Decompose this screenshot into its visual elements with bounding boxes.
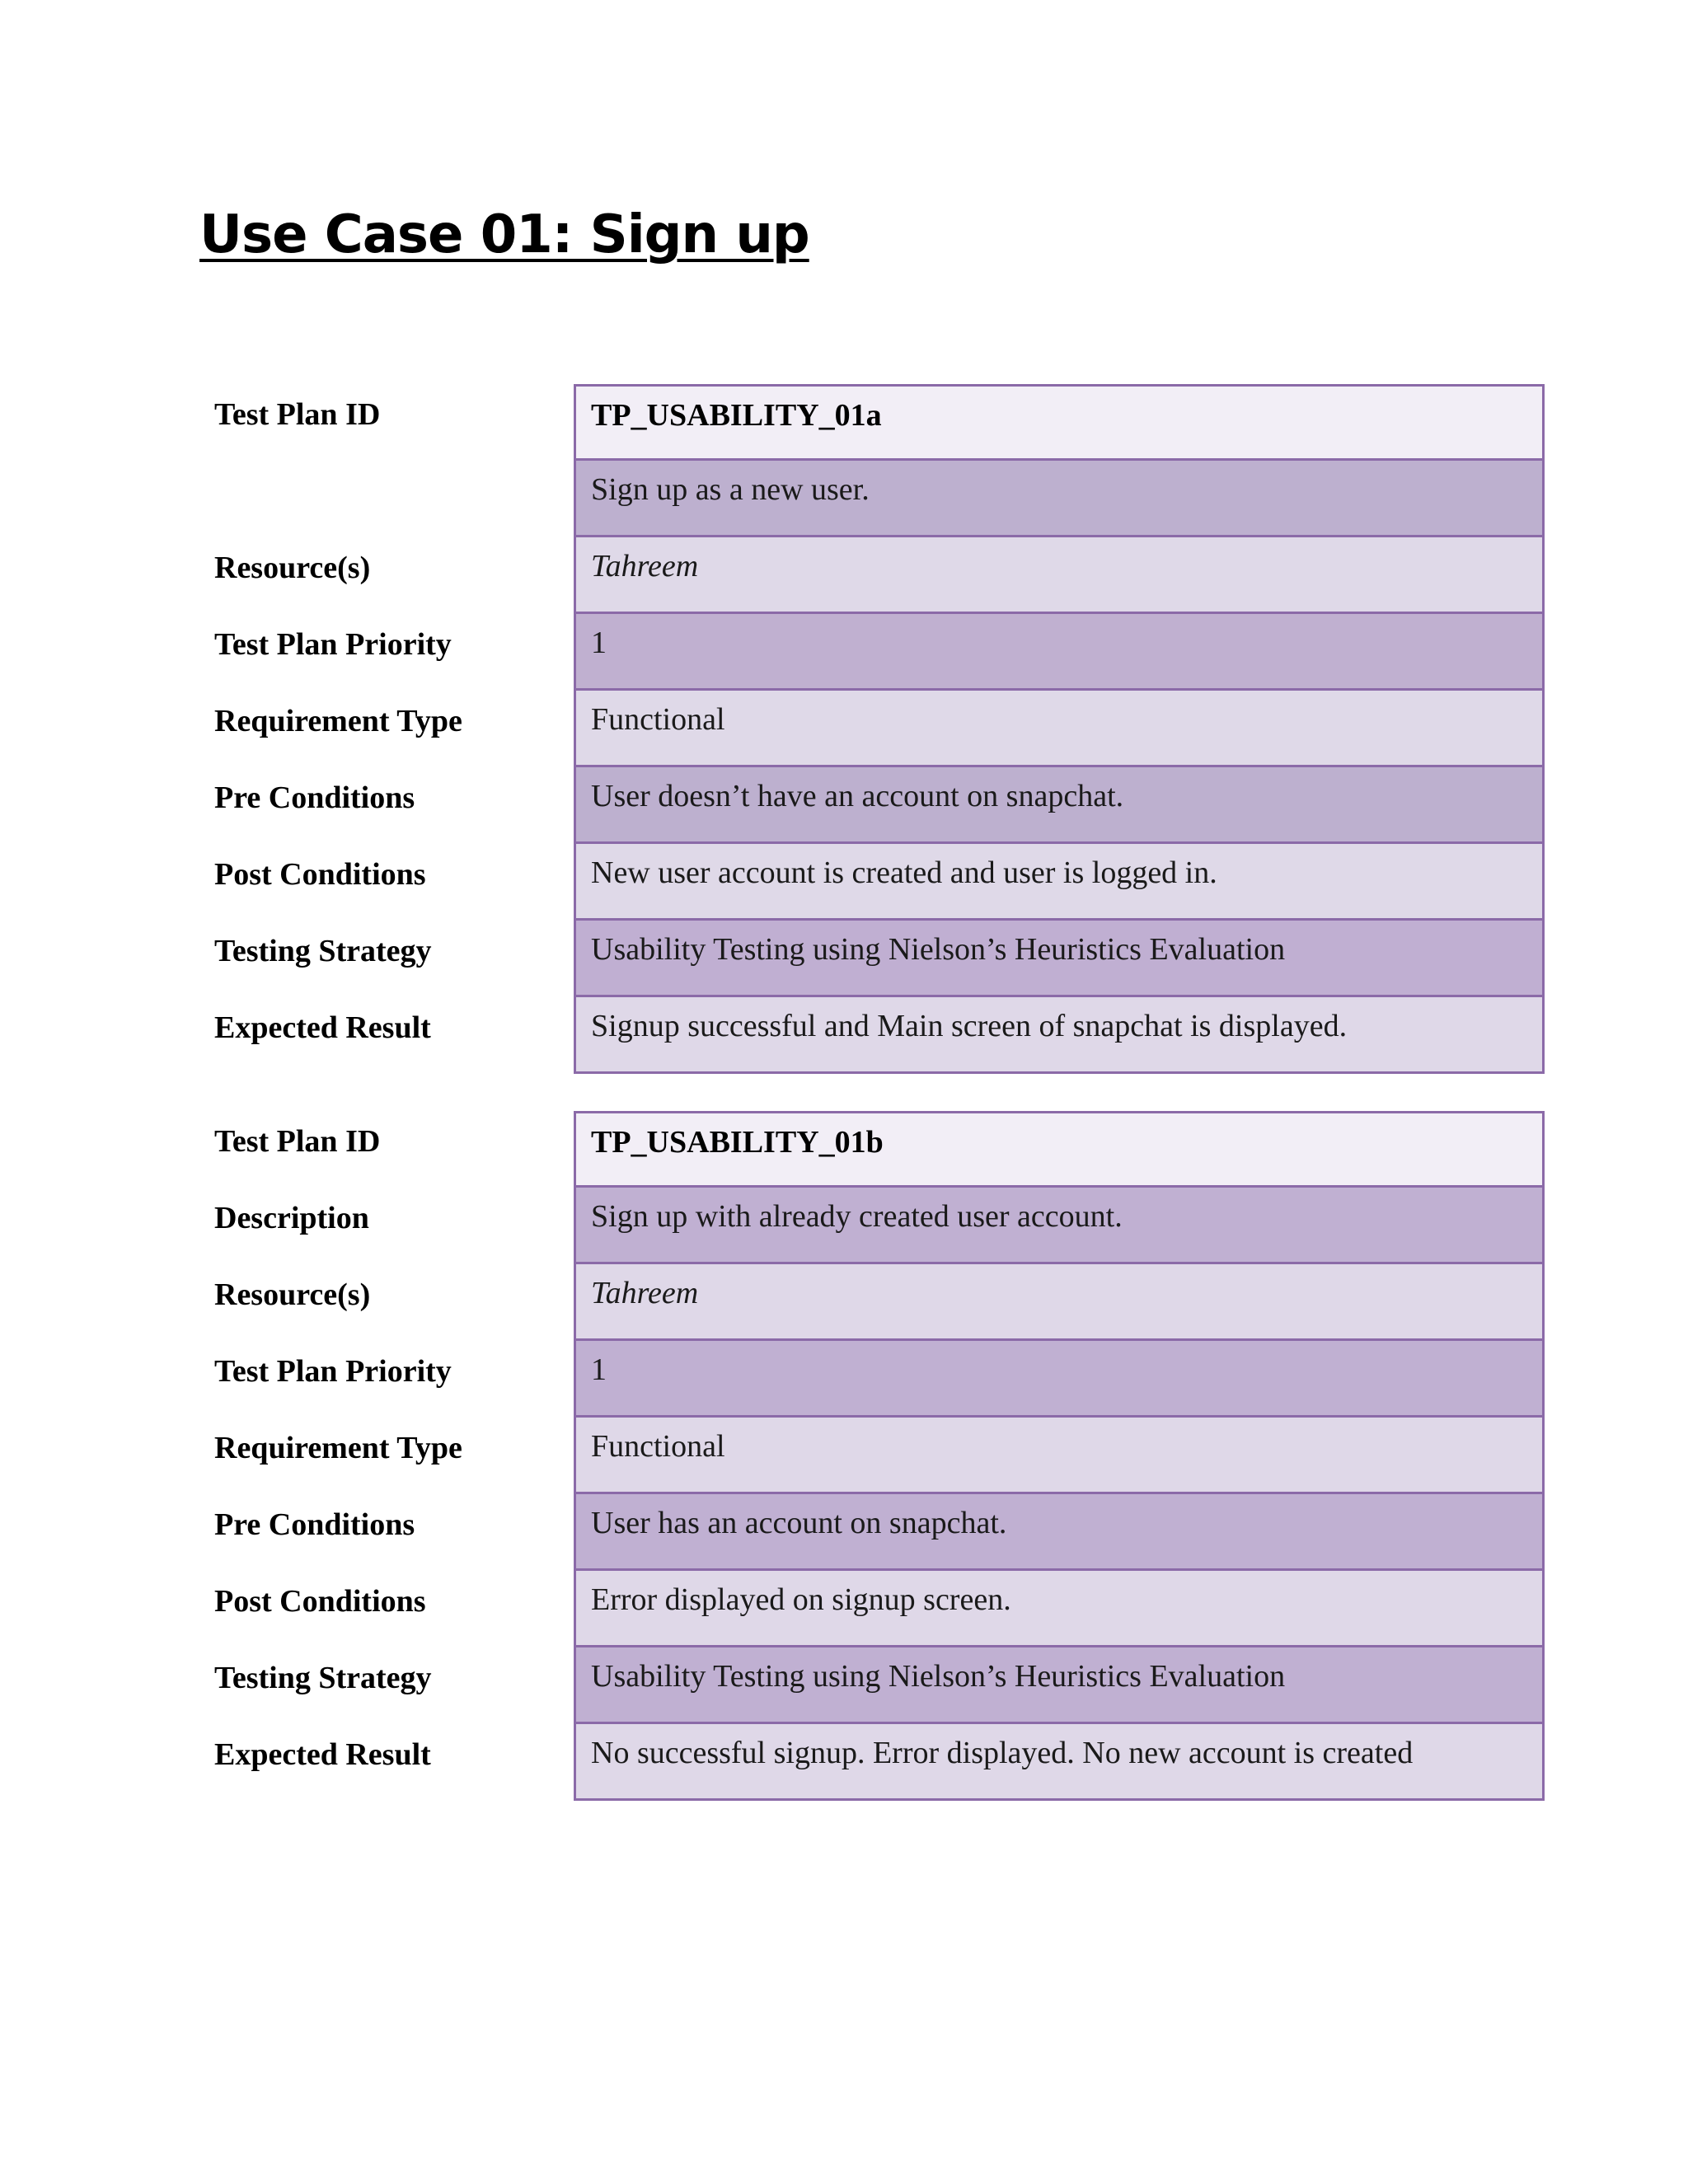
field-value: Error displayed on signup screen. [574,1571,1545,1647]
field-value: Sign up as a new user. [574,461,1545,537]
field-label: Test Plan ID [214,1124,381,1159]
field-label: Testing Strategy [214,934,432,968]
field-label: Test Plan ID [214,397,381,432]
page-title: Use Case 01: Sign up [199,204,809,265]
table-row [0,461,1688,537]
field-label: Requirement Type [214,704,462,738]
table-row [0,384,1688,461]
field-label: Expected Result [214,1737,431,1772]
table-row [0,1341,1688,1418]
field-value: Functional [574,1418,1545,1494]
field-label: Expected Result [214,1010,431,1045]
field-label: Resource(s) [214,1277,371,1312]
field-label: Post Conditions [214,1584,426,1619]
field-label: Resource(s) [214,551,371,585]
table-row [0,921,1688,997]
field-value: Tahreem [574,1264,1545,1341]
field-label: Requirement Type [214,1431,462,1465]
field-value: 1 [574,614,1545,691]
field-value: Sign up with already created user account. [574,1188,1545,1264]
field-label: Testing Strategy [214,1661,432,1695]
field-value: Signup successful and Main screen of snapchat is displayed. [574,997,1545,1074]
table-row [0,1494,1688,1571]
table-row [0,1647,1688,1724]
table-row [0,1724,1688,1801]
field-value: New user account is created and user is logged in. [574,844,1545,921]
field-value: User doesn’t have an account on snapchat. [574,767,1545,844]
field-value: Usability Testing using Nielson’s Heuristics Evaluation [574,1647,1545,1724]
field-value: Usability Testing using Nielson’s Heuristics Evaluation [574,921,1545,997]
field-value: Tahreem [574,537,1545,614]
table-row [0,844,1688,921]
table-row [0,1571,1688,1647]
table-row [0,1111,1688,1188]
table-row [0,1418,1688,1494]
field-label: Test Plan Priority [214,627,452,662]
table-row [0,691,1688,767]
field-value: 1 [574,1341,1545,1418]
table-row [0,997,1688,1074]
table-row [0,767,1688,844]
field-label: Pre Conditions [214,780,415,815]
table-row [0,614,1688,691]
table-row [0,1264,1688,1341]
field-value: No successful signup. Error displayed. No new account is created [574,1724,1545,1801]
table-row [0,1188,1688,1264]
table-row [0,537,1688,614]
field-label: Description [214,1201,369,1235]
field-label: Pre Conditions [214,1507,415,1542]
field-label: Post Conditions [214,857,426,892]
field-value: TP_USABILITY_01b [574,1111,1545,1188]
field-value: Functional [574,691,1545,767]
field-value: TP_USABILITY_01a [574,384,1545,461]
field-value: User has an account on snapchat. [574,1494,1545,1571]
field-label: Test Plan Priority [214,1354,452,1389]
